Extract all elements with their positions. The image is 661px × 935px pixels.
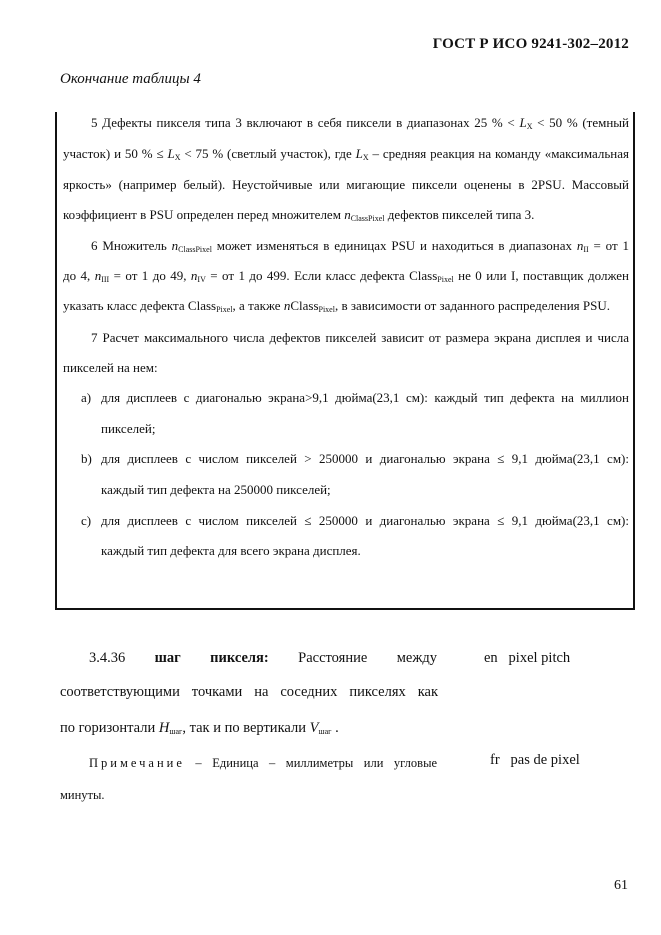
- list-item-a-marker: a): [81, 390, 92, 405]
- note6-line3: указать класс дефекта Class$_{Pixel}$, а также nClass$_{Pixel}$, в зависимости от заданного распределения PSU.: [63, 298, 610, 314]
- note-label: Примечание: [89, 756, 185, 770]
- note7-line1: 7 Расчет максимального числа дефектов пикселей зависит от размера экрана дисплея и числа: [91, 330, 629, 345]
- note5-line3: яркость» (например белый). Неустойчивые или мигающие пиксели оценены в 2PSU. Массовый: [63, 177, 629, 192]
- table-continuation-caption: Окончание таблицы 4: [60, 71, 201, 87]
- list-item-a-line1: для дисплеев с диагональю экрана>9,1 дюйма(23,1 см): каждый тип дефекта на миллион: [101, 390, 629, 405]
- note7-line2: пикселей на нем:: [63, 360, 158, 375]
- list-item-b-marker: b): [81, 451, 92, 466]
- note5-line4: коэффициент в PSU определен перед множителем $n_{ClassPixel}$ дефектов пикселей типа 3.: [63, 207, 535, 223]
- list-item-c-line1: для дисплеев с числом пикселей ≤ 250000 и диагональю экрана ≤ 9,1 дюйма(23,1 см):: [101, 513, 629, 528]
- term-word-2: пикселя:: [210, 650, 269, 666]
- list-item-c-marker: c): [81, 513, 92, 528]
- page-number: 61: [614, 878, 628, 893]
- english-equivalent: en pixel pitch: [484, 650, 571, 666]
- term-definition-line1: [89, 650, 437, 667]
- definition-word-1: Расстояние: [298, 650, 368, 666]
- term-word-1: шаг: [154, 650, 181, 666]
- list-item-c-line2: каждый тип дефекта для всего экрана дисплея.: [101, 543, 361, 558]
- list-item-a-line2: пикселей;: [101, 421, 156, 436]
- term-note-line1: Примечание – Единица – миллиметры или угловые: [89, 756, 438, 770]
- table-notes-box: [55, 112, 635, 610]
- note5-line1: 5 Дефекты пикселя типа 3 включают в себя пиксели в диапазонах 25 % < $L_X < 50$ % (темный: [91, 115, 629, 131]
- list-item-b-line1: для дисплеев с числом пикселей > 250000 и диагональю экрана ≤ 9,1 дюйма(23,1 см):: [101, 451, 629, 466]
- note6-line2: до 4, $n_{III}$ = от 1 до 49, $n_{IV}$ = от 1 до 499. Если класс дефекта Class$_{Pixel}$ не 0 или I, поставщик должен: [63, 268, 629, 284]
- term-number: 3.4.36: [89, 650, 126, 666]
- document-id: ГОСТ Р ИСО 9241-302–2012: [432, 36, 629, 52]
- note6-line1: 6 Множитель $n_{ClassPixel}$ может изменяться в единицах PSU и находиться в диапазонах $n_{II}$ = от 1: [91, 238, 629, 254]
- definition-word-2: между: [396, 650, 437, 666]
- note5-line2: участок) и 50 % ≤ $L_X < 75$ % (светлый участок), где $L_X$ – средняя реакция на команду «максимальная: [63, 146, 630, 162]
- list-item-b-line2: каждый тип дефекта на 250000 пикселей;: [101, 482, 331, 497]
- term-note-line2: минуты.: [60, 788, 105, 802]
- term-definition-line3: по горизонтали $H_{шаг}$, так и по вертикали $V_{шаг}$ .: [60, 720, 339, 736]
- french-equivalent: fr pas de pixel: [490, 752, 580, 768]
- term-definition-line2: соответствующими точками на соседних пикселях как: [60, 684, 438, 700]
